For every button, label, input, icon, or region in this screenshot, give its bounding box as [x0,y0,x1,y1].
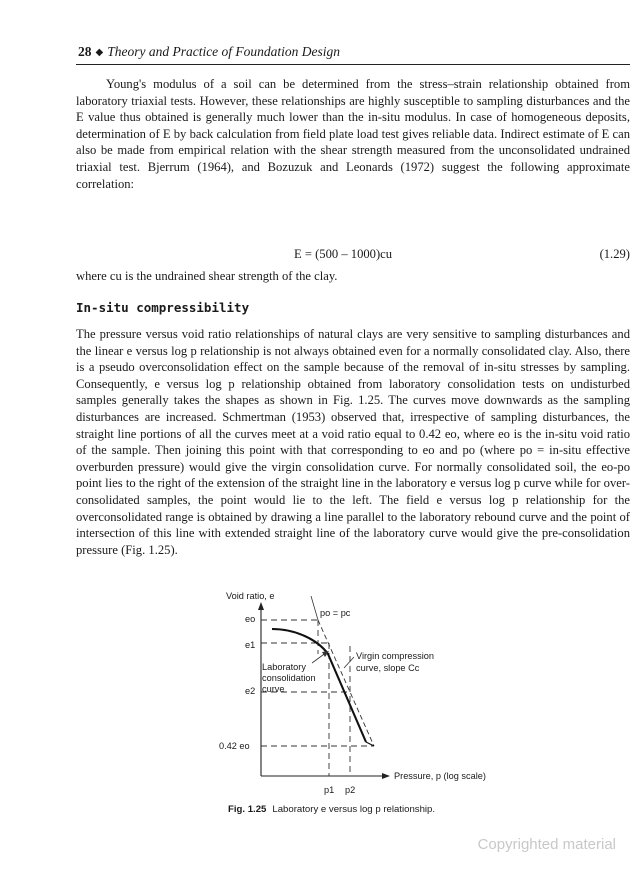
po-pc-leader [311,596,318,620]
virgin-pointer [344,657,354,668]
x-axis-label: Pressure, p (log scale) [394,771,486,781]
label-e1: e1 [245,640,256,650]
label-curve: curve [262,684,285,694]
label-po-pc: po = pc [320,608,351,618]
caption-number: Fig. 1.25 [228,804,267,815]
y-axis-label: Void ratio, e [226,591,275,601]
label-042-e0: 0.42 eo [219,741,250,751]
watermark: Copyrighted material [477,836,616,853]
paragraph-where-cu: where cu is the undrained shear strength of the clay. [76,269,338,283]
page-number: 28 [78,44,92,59]
virgin-compression-line [318,620,374,746]
equation-expression: E = (500 – 1000)cu [294,247,393,261]
label-consolidation: consolidation [262,673,316,683]
caption-text: Laboratory e versus log p relationship. [272,804,436,815]
x-axis-arrow-icon [382,773,390,779]
figure-caption [228,804,435,815]
label-virgin-1: Virgin compression [356,651,434,661]
curve-end-link [366,742,374,746]
label-p2: p2 [345,785,356,795]
book-title: Theory and Practice of Foundation Design [107,44,341,59]
label-p1: p1 [324,785,335,795]
label-laboratory: Laboratory [262,662,306,672]
laboratory-curve [272,629,366,742]
label-virgin-2: curve, slope Cc [356,663,420,673]
paragraph-youngs-modulus: Young's modulus of a soil can be determined from the stress–strain relationship obtained from laboratory triaxial tests. However, these relationships are highly susceptible to sampling disturbances and the E value thus obtained is generally much lower than the in-situ modulus. In case of homogeneous deposits, determination of E by back calculation from field plate load test gives reliable data. Indirect estimate of E can also be made from empirical relation with the shear strength measured from the unconsolidated undrained triaxial test. Bjerrum (1964), and Bozuzuk and Leonards (1972) suggest the following approximate correlation: [76,77,630,191]
section-heading: In-situ compressibility [76,300,250,315]
label-e2: e2 [245,686,256,696]
diamond-icon: ◆ [95,47,104,58]
label-e0: eo [245,614,256,624]
y-axis-arrow-icon [258,602,264,610]
paragraph-in-situ-compressibility: The pressure versus void ratio relationships of natural clays are very sensitive to sampling disturbances and the linear e versus log p relationship is not always obtained even for a normally consolidated clay. Also, there is a pseudo overconsolidation effect on the sample because of the removal of in-situ stresses by sampling. Consequently, e versus log p relationship obtained from laboratory consolidation tests on undisturbed samples generally takes the shapes as shown in Fig. 1.25. The curves move downwards as the sampling disturbances are increased. Schmertman (1953) observed that, irrespective of sampling disturbances, the straight line portions of all the curves meet at a void ratio equal to 0.42 eo, where eo is the in-situ void ratio of the sample. Then joining this point with that corresponding to eo and po (where po = in-situ effective overburden pressure) would give the virgin consolidation curve. For normally consolidated soil, the eo-po point lies to the right of the extension of the straight line in the laboratory e versus log p curve while for over-consolidated samples, the point would lie to the left. The field e versus log p relationship for the overconsolidated range is obtained by drawing a line parallel to the laboratory rebound curve and the point of intersection of this line with extended straight line of the laboratory curve would give the pre-consolidation pressure (Fig. 1.25). [76,327,630,557]
equation-number: (1.29) [599,247,630,261]
